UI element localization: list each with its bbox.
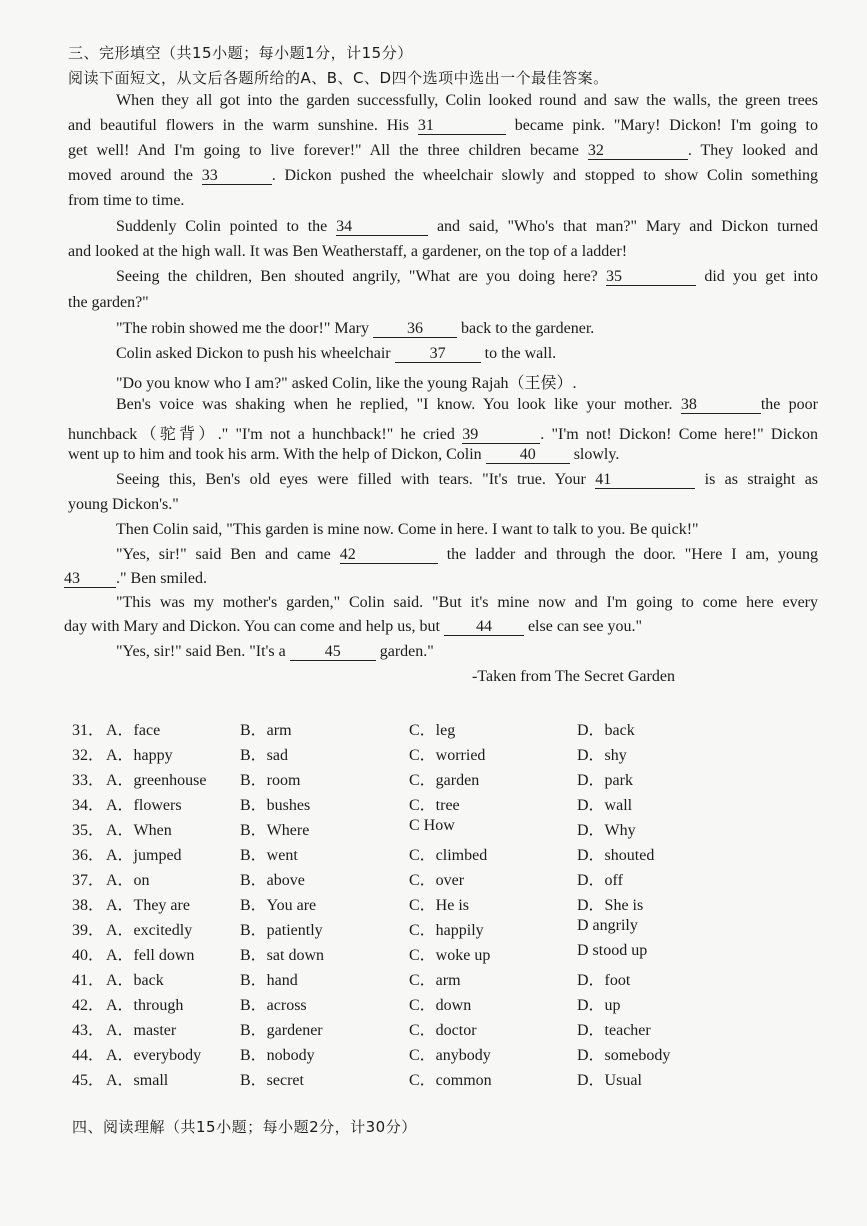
option-a[interactable]: A．excitedly <box>106 922 193 939</box>
passage-line: Colin asked Dickon to push his wheelchair 37 to the wall. <box>116 345 557 362</box>
option-c[interactable]: C．common <box>409 1072 492 1089</box>
option-d[interactable]: D．somebody <box>577 1047 671 1064</box>
option-d[interactable]: D．Usual <box>577 1072 642 1089</box>
option-d[interactable]: D．Why <box>577 822 636 839</box>
option-a[interactable]: A．happy <box>106 747 173 764</box>
passage-source: -Taken from The Secret Garden <box>472 668 675 685</box>
question-number: 39． <box>72 922 105 939</box>
option-c[interactable]: C How <box>409 817 455 834</box>
option-a[interactable]: A．master <box>106 1022 177 1039</box>
passage-line: "Yes, sir!" said Ben. "It's a 45 garden." <box>116 643 434 660</box>
question-number: 37． <box>72 872 105 889</box>
question-number: 41． <box>72 972 105 989</box>
question-number: 32． <box>72 747 105 764</box>
option-a[interactable]: A．fell down <box>106 947 195 964</box>
question-number: 33． <box>72 772 105 789</box>
passage-line: moved around the 33 . Dickon pushed the wheelchair slowly and stopped to show Colin something <box>68 167 819 184</box>
option-c[interactable]: C．woke up <box>409 947 491 964</box>
question-number: 34． <box>72 797 105 814</box>
option-d[interactable]: D．teacher <box>577 1022 651 1039</box>
option-a[interactable]: A．greenhouse <box>106 772 207 789</box>
passage-line: Ben's voice was shaking when he replied, "I know. You look like your mother. 38 the poor <box>116 396 819 413</box>
option-d[interactable]: D．up <box>577 997 621 1014</box>
option-a[interactable]: A．small <box>106 1072 169 1089</box>
blank-36: 36 <box>373 321 457 338</box>
blank-43: 43 <box>64 571 116 588</box>
option-a[interactable]: A．through <box>106 997 184 1014</box>
question-number: 45． <box>72 1072 105 1089</box>
passage-line: "The robin showed me the door!" Mary 36 back to the gardener. <box>116 320 595 337</box>
option-a[interactable]: A．on <box>106 872 150 889</box>
passage-line: Suddenly Colin pointed to the 34 and said, "Who's that man?" Mary and Dickon turned <box>116 218 819 235</box>
passage-line: went up to him and took his arm. With the help of Dickon, Colin 40 slowly. <box>68 446 620 463</box>
option-c[interactable]: C．climbed <box>409 847 488 864</box>
option-b[interactable]: B．across <box>240 997 307 1014</box>
option-c[interactable]: C．over <box>409 872 465 889</box>
blank-42: 42 <box>340 547 438 564</box>
passage-line: "Yes, sir!" said Ben and came 42 the ladder and through the door. "Here I am, young <box>116 546 819 563</box>
option-a[interactable]: A．When <box>106 822 172 839</box>
option-c[interactable]: C．garden <box>409 772 480 789</box>
option-c[interactable]: C．doctor <box>409 1022 477 1039</box>
option-d[interactable]: D．shy <box>577 747 627 764</box>
option-d[interactable]: D stood up <box>577 942 648 959</box>
option-b[interactable]: B．You are <box>240 897 317 914</box>
option-b[interactable]: B．patiently <box>240 922 323 939</box>
passage-line: Then Colin said, "This garden is mine now. Come in here. I want to talk to you. Be quick!" <box>116 521 699 538</box>
option-d[interactable]: D．off <box>577 872 623 889</box>
blank-41: 41 <box>595 472 695 489</box>
blank-33: 33 <box>202 168 272 185</box>
question-number: 38． <box>72 897 105 914</box>
option-b[interactable]: B．above <box>240 872 305 889</box>
section4-heading: 四、阅读理解（共15小题；每小题2分，计30分） <box>72 1118 417 1136</box>
blank-45: 45 <box>290 644 376 661</box>
passage-line: the garden?" <box>68 294 149 311</box>
passage-line: Seeing the children, Ben shouted angrily, "What are you doing here? 35 did you get into <box>116 268 818 285</box>
question-number: 44． <box>72 1047 105 1064</box>
passage-line: and beautiful flowers in the warm sunshine. His 31 became pink. "Mary! Dickon! I'm going to <box>68 117 818 134</box>
passage-line: hunchback（驼背）." "I'm not a hunchback!" he cried 39 . "I'm not! Dickon! Come here!" Dickon <box>68 426 818 443</box>
passage-line: 43 ." Ben smiled. <box>64 570 207 587</box>
option-c[interactable]: C．leg <box>409 722 456 739</box>
option-b[interactable]: B．arm <box>240 722 292 739</box>
option-d[interactable]: D angrily <box>577 917 638 934</box>
option-c[interactable]: C．worried <box>409 747 486 764</box>
option-d[interactable]: D．shouted <box>577 847 655 864</box>
option-b[interactable]: B．bushes <box>240 797 311 814</box>
option-c[interactable]: C．arm <box>409 972 461 989</box>
blank-32: 32 <box>588 143 688 160</box>
passage-line: "This was my mother's garden," Colin said. "But it's mine now and I'm going to come here every <box>116 594 818 611</box>
option-a[interactable]: A．They are <box>106 897 190 914</box>
option-b[interactable]: B．sat down <box>240 947 325 964</box>
blank-44: 44 <box>444 619 524 636</box>
passage-line: Seeing this, Ben's old eyes were filled with tears. "It's true. Your 41 is as straight as <box>116 471 819 488</box>
option-b[interactable]: B．nobody <box>240 1047 315 1064</box>
passage-line: young Dickon's." <box>68 496 179 513</box>
option-b[interactable]: B．sad <box>240 747 289 764</box>
option-d[interactable]: D．park <box>577 772 633 789</box>
section3-heading: 三、完形填空（共15小题；每小题1分，计15分） <box>68 44 413 62</box>
option-d[interactable]: D．back <box>577 722 635 739</box>
blank-40: 40 <box>486 447 570 464</box>
blank-37: 37 <box>395 346 481 363</box>
blank-35: 35 <box>606 269 696 286</box>
blank-31: 31 <box>418 118 506 135</box>
passage-line: from time to time. <box>68 192 185 209</box>
option-b[interactable]: B．secret <box>240 1072 304 1089</box>
option-a[interactable]: A．everybody <box>106 1047 202 1064</box>
option-a[interactable]: A．face <box>106 722 161 739</box>
option-b[interactable]: B．went <box>240 847 298 864</box>
section3-instruction: 阅读下面短文，从文后各题所给的A、B、C、D四个选项中选出一个最佳答案。 <box>68 69 609 87</box>
option-c[interactable]: C．anybody <box>409 1047 491 1064</box>
question-number: 31． <box>72 722 105 739</box>
option-a[interactable]: A．back <box>106 972 164 989</box>
option-d[interactable]: D．wall <box>577 797 633 814</box>
question-number: 43． <box>72 1022 105 1039</box>
option-c[interactable]: C．tree <box>409 797 460 814</box>
option-b[interactable]: B．room <box>240 772 301 789</box>
passage-line: get well! And I'm going to live forever!" All the three children became 32 . They looked and <box>68 142 818 159</box>
option-d[interactable]: D．foot <box>577 972 631 989</box>
blank-34: 34 <box>336 219 428 236</box>
option-b[interactable]: B．gardener <box>240 1022 323 1039</box>
option-c[interactable]: C．happily <box>409 922 484 939</box>
question-number: 42． <box>72 997 105 1014</box>
option-a[interactable]: A．flowers <box>106 797 182 814</box>
option-b[interactable]: B．Where <box>240 822 310 839</box>
passage-line: day with Mary and Dickon. You can come and help us, but 44 else can see you." <box>64 618 642 635</box>
passage-line: "Do you know who I am?" asked Colin, like the young Rajah（王侯）. <box>116 375 577 392</box>
question-number: 36． <box>72 847 105 864</box>
option-b[interactable]: B．hand <box>240 972 298 989</box>
option-a[interactable]: A．jumped <box>106 847 182 864</box>
option-c[interactable]: C．down <box>409 997 472 1014</box>
option-d[interactable]: D．She is <box>577 897 644 914</box>
question-number: 35． <box>72 822 105 839</box>
passage-line: and looked at the high wall. It was Ben Weatherstaff, a gardener, on the top of a ladder! <box>68 243 628 260</box>
option-c[interactable]: C．He is <box>409 897 470 914</box>
passage-line: When they all got into the garden successfully, Colin looked round and saw the walls, the green trees <box>116 92 818 109</box>
blank-38: 38 <box>681 397 761 414</box>
blank-39: 39 <box>462 427 540 444</box>
question-number: 40． <box>72 947 105 964</box>
